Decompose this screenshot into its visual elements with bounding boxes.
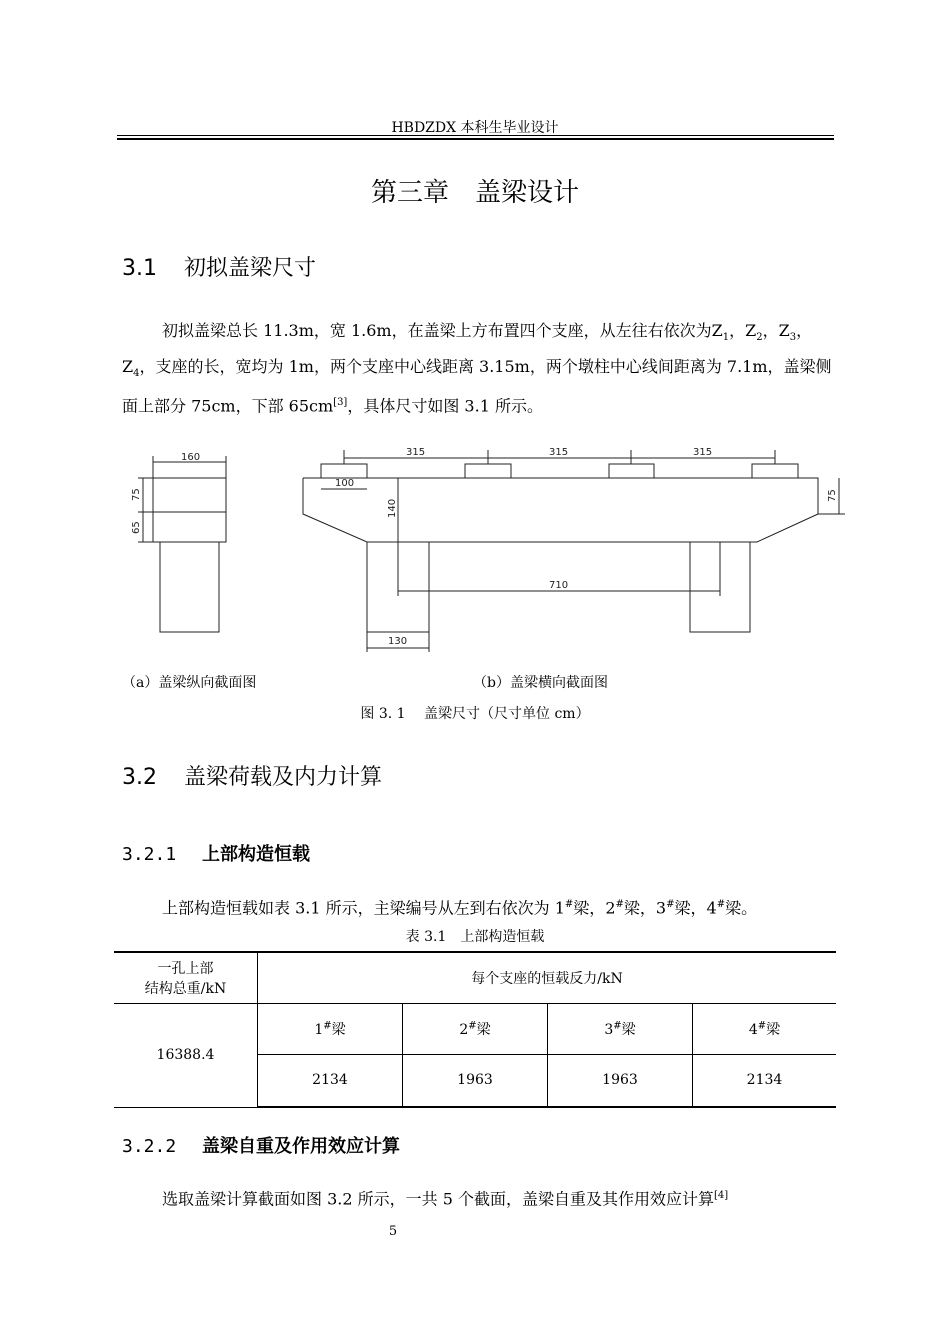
table-total-weight: 16388.4 [114, 1003, 258, 1107]
dim-b-column-width: 130 [388, 636, 408, 647]
section-number: 3.2 [122, 765, 157, 790]
section-title: 初拟盖梁尺寸 [184, 256, 317, 281]
figure-caption: 图 3. 1 盖梁尺寸（尺寸单位 cm） [360, 706, 590, 722]
table-beam-label: 1#梁 [258, 1003, 403, 1054]
table-caption: 表 3.1 上部构造恒载 [405, 929, 545, 945]
section-heading-3-2-1 [122, 840, 310, 866]
section-title: 上部构造恒载 [202, 844, 310, 865]
dim-a-lower: 65 [131, 521, 142, 534]
table-beam-value: 1963 [403, 1054, 548, 1107]
figure-3-1-drawing [0, 440, 950, 665]
header-rule-thin [117, 135, 834, 136]
table-header-left: 一孔上部 结构总重/kN [114, 952, 258, 1003]
paragraph-3-1: 初拟盖梁总长 11.3m，宽 1.6m，在盖梁上方布置四个支座，从左往右依次为$Z_1$，$Z_2$，$Z_3$，$Z_4$，支座的长，宽均为 1m，两个支座中心线距离 3.15m，两个墩柱中心线间距离为 7.1m，盖梁侧面上部分 75cm，下部 65cm[3]，具体尺寸如图 3.1 所示。 [122, 321, 832, 416]
table-beam-value: 2134 [693, 1054, 837, 1107]
table-header-right: 每个支座的恒载反力/kN [258, 952, 837, 1003]
dim-a-width: 160 [181, 452, 201, 463]
transverse-section [303, 450, 845, 652]
longitudinal-section [138, 456, 226, 632]
section-title: 盖梁自重及作用效应计算 [202, 1136, 400, 1157]
section-heading-3-1 [122, 251, 316, 282]
dim-b-spacing-1: 315 [406, 447, 426, 458]
dim-b-column-spacing: 710 [549, 580, 569, 591]
paragraph-3-2-2: 选取盖梁计算截面如图 3.2 所示，一共 5 个截面，盖梁自重及其作用效应计算[4] [162, 1189, 729, 1209]
citation: [4] [713, 1190, 729, 1201]
table-beam-label: 2#梁 [403, 1003, 548, 1054]
citation: [3] [333, 397, 348, 409]
paragraph-3-2-1: 上部构造恒载如表 3.1 所示，主梁编号从左到右依次为 1#梁，2#梁，3#梁，4#梁。 [162, 898, 758, 918]
header-rule-thick [117, 138, 834, 140]
page-number: 5 [388, 1224, 398, 1239]
dim-b-spacing-3: 315 [693, 447, 713, 458]
table-beam-value: 1963 [548, 1054, 693, 1107]
dim-b-bearing: 100 [335, 478, 355, 489]
dim-b-side: 75 [827, 489, 838, 502]
section-heading-3-2 [122, 760, 382, 791]
table-beam-value: 2134 [258, 1054, 403, 1107]
section-title: 盖梁荷载及内力计算 [184, 765, 383, 790]
section-number: 3.1 [122, 256, 157, 281]
section-number: 3.2.1 [122, 844, 177, 865]
table-beam-label: 4#梁 [693, 1003, 837, 1054]
chapter-title: 第三章 盖梁设计 [370, 178, 579, 208]
running-header: HBDZDX 本科生毕业设计 [391, 120, 559, 136]
section-heading-3-2-2 [122, 1132, 400, 1158]
figure-subcaption-a: （a）盖梁纵向截面图 [122, 675, 257, 691]
dim-b-height: 140 [387, 498, 398, 518]
dim-a-upper: 75 [131, 488, 142, 501]
section-number: 3.2.2 [122, 1136, 177, 1157]
dim-b-spacing-2: 315 [549, 447, 569, 458]
table-beam-label: 3#梁 [548, 1003, 693, 1054]
table-3-1 [114, 951, 836, 1108]
figure-subcaption-b: （b）盖梁横向截面图 [473, 675, 608, 691]
